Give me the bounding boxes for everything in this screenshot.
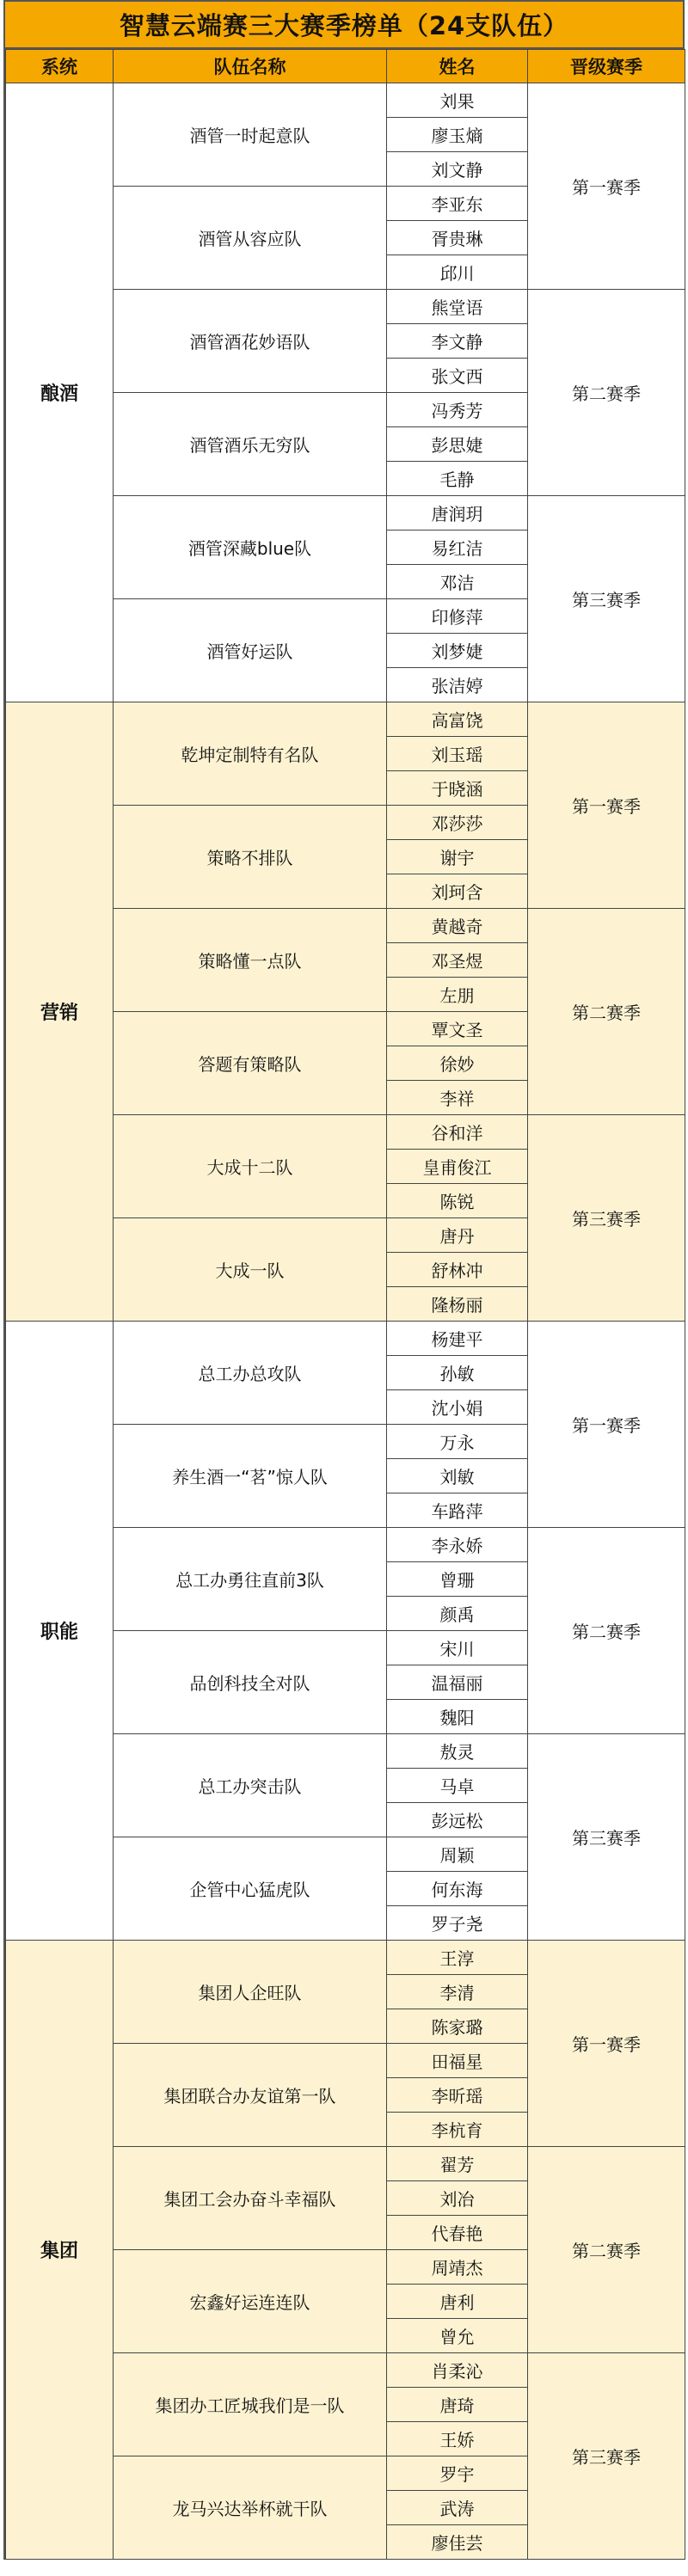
member-name-cell: 李昕瑶	[387, 2078, 528, 2113]
member-name-cell: 王娇	[387, 2422, 528, 2456]
member-name-cell: 谢宇	[387, 840, 528, 874]
member-name-cell: 唐利	[387, 2285, 528, 2319]
member-name-cell: 孙敏	[387, 1356, 528, 1390]
team-name-cell: 宏鑫好运连连队	[114, 2250, 387, 2353]
member-name-cell: 温福丽	[387, 1665, 528, 1700]
table-row	[6, 83, 685, 118]
member-name-cell: 颜禹	[387, 1597, 528, 1631]
member-name-cell: 印修萍	[387, 599, 528, 634]
member-name-cell: 刘敏	[387, 1459, 528, 1493]
member-name-cell: 张洁婷	[387, 668, 528, 702]
member-name-cell: 敖灵	[387, 1734, 528, 1769]
member-name-cell: 罗宇	[387, 2456, 528, 2491]
member-name-cell: 张文西	[387, 359, 528, 393]
member-name-cell: 何东海	[387, 1872, 528, 1906]
member-name-cell: 刘冶	[387, 2181, 528, 2216]
team-name-cell: 养生酒一“茗”惊人队	[114, 1425, 387, 1528]
member-name-cell: 李杭育	[387, 2113, 528, 2147]
member-name-cell: 李清	[387, 1975, 528, 2009]
team-name-cell: 答题有策略队	[114, 1012, 387, 1115]
team-name-cell: 酒管深藏blue队	[114, 496, 387, 599]
member-name-cell: 刘珂含	[387, 874, 528, 909]
member-name-cell: 隆杨丽	[387, 1287, 528, 1322]
team-name-cell: 集团办工匠城我们是一队	[114, 2353, 387, 2456]
season-cell: 第三赛季	[528, 1115, 685, 1322]
member-name-cell: 毛静	[387, 462, 528, 496]
member-name-cell: 李亚东	[387, 187, 528, 221]
member-name-cell: 杨建平	[387, 1322, 528, 1356]
team-name-cell: 集团人企旺队	[114, 1941, 387, 2044]
team-name-cell: 总工办总攻队	[114, 1322, 387, 1425]
season-cell: 第三赛季	[528, 1734, 685, 1941]
member-name-cell: 冯秀芳	[387, 393, 528, 427]
member-name-cell: 李永娇	[387, 1528, 528, 1562]
member-name-cell: 邓莎莎	[387, 806, 528, 840]
team-name-cell: 策略懂一点队	[114, 909, 387, 1012]
team-name-cell: 酒管酒花妙语队	[114, 290, 387, 393]
member-name-cell: 彭思婕	[387, 427, 528, 462]
member-name-cell: 易红洁	[387, 531, 528, 565]
team-name-cell: 企管中心猛虎队	[114, 1837, 387, 1941]
member-name-cell: 刘果	[387, 83, 528, 118]
member-name-cell: 唐润玥	[387, 496, 528, 531]
member-name-cell: 唐丹	[387, 1218, 528, 1253]
system-cell: 集团	[6, 1941, 114, 2560]
member-name-cell: 代春艳	[387, 2216, 528, 2250]
member-name-cell: 车路萍	[387, 1493, 528, 1528]
member-name-cell: 刘梦婕	[387, 634, 528, 668]
table-row	[6, 1322, 685, 1356]
member-name-cell: 周靖杰	[387, 2250, 528, 2285]
team-name-cell: 总工办勇往直前3队	[114, 1528, 387, 1631]
team-name-cell: 大成一队	[114, 1218, 387, 1322]
member-name-cell: 谷和洋	[387, 1115, 528, 1150]
season-cell: 第二赛季	[528, 1528, 685, 1734]
season-cell: 第三赛季	[528, 2353, 685, 2560]
header-system: 系统	[6, 50, 114, 83]
member-name-cell: 邱川	[387, 255, 528, 290]
member-name-cell: 曾珊	[387, 1562, 528, 1597]
ranking-table	[5, 49, 685, 2560]
member-name-cell: 舒林冲	[387, 1253, 528, 1287]
system-cell: 酿酒	[6, 83, 114, 702]
system-cell: 营销	[6, 702, 114, 1322]
header-season: 晋级赛季	[528, 50, 685, 83]
member-name-cell: 王淳	[387, 1941, 528, 1975]
member-name-cell: 肖柔沁	[387, 2353, 528, 2388]
team-name-cell: 策略不排队	[114, 806, 387, 909]
member-name-cell: 于晓涵	[387, 771, 528, 806]
member-name-cell: 徐妙	[387, 1046, 528, 1081]
team-name-cell: 品创科技全对队	[114, 1631, 387, 1734]
season-cell: 第一赛季	[528, 83, 685, 290]
season-cell: 第一赛季	[528, 1322, 685, 1528]
member-name-cell: 刘文静	[387, 152, 528, 187]
member-name-cell: 唐琦	[387, 2388, 528, 2422]
member-name-cell: 彭远松	[387, 1803, 528, 1837]
team-name-cell: 酒管一时起意队	[114, 83, 387, 187]
table-row	[6, 1941, 685, 1975]
team-name-cell: 酒管从容应队	[114, 187, 387, 290]
member-name-cell: 魏阳	[387, 1700, 528, 1734]
member-name-cell: 邓圣煜	[387, 943, 528, 978]
member-name-cell: 武涛	[387, 2491, 528, 2525]
team-name-cell: 乾坤定制特有名队	[114, 702, 387, 806]
header-members: 姓名	[387, 50, 528, 83]
member-name-cell: 马卓	[387, 1769, 528, 1803]
member-name-cell: 左朋	[387, 978, 528, 1012]
season-cell: 第三赛季	[528, 496, 685, 702]
table-body	[6, 83, 685, 2560]
team-name-cell: 集团联合办友谊第一队	[114, 2044, 387, 2147]
member-name-cell: 曾允	[387, 2319, 528, 2353]
member-name-cell: 廖佳芸	[387, 2525, 528, 2560]
member-name-cell: 万永	[387, 1425, 528, 1459]
member-name-cell: 邓洁	[387, 565, 528, 599]
member-name-cell: 廖玉熵	[387, 118, 528, 152]
header-team: 队伍名称	[114, 50, 387, 83]
member-name-cell: 陈家璐	[387, 2009, 528, 2044]
season-cell: 第二赛季	[528, 2147, 685, 2353]
member-name-cell: 沈小娟	[387, 1390, 528, 1425]
member-name-cell: 黄越奇	[387, 909, 528, 943]
team-name-cell: 集团工会办奋斗幸福队	[114, 2147, 387, 2250]
member-name-cell: 陈锐	[387, 1184, 528, 1218]
member-name-cell: 田福星	[387, 2044, 528, 2078]
member-name-cell: 皇甫俊江	[387, 1150, 528, 1184]
sheet-title: 智慧云端赛三大赛季榜单（24支队伍）	[5, 2, 685, 49]
team-name-cell: 大成十二队	[114, 1115, 387, 1218]
team-name-cell: 酒管好运队	[114, 599, 387, 702]
team-name-cell: 酒管酒乐无穷队	[114, 393, 387, 496]
member-name-cell: 覃文圣	[387, 1012, 528, 1046]
member-name-cell: 李祥	[387, 1081, 528, 1115]
ranking-sheet	[3, 0, 685, 2560]
team-name-cell: 总工办突击队	[114, 1734, 387, 1837]
member-name-cell: 熊堂语	[387, 290, 528, 324]
season-cell: 第二赛季	[528, 290, 685, 496]
team-name-cell: 龙马兴达举杯就干队	[114, 2456, 387, 2560]
system-cell: 职能	[6, 1322, 114, 1941]
member-name-cell: 高富饶	[387, 702, 528, 737]
member-name-cell: 周颖	[387, 1837, 528, 1872]
season-cell: 第二赛季	[528, 909, 685, 1115]
season-cell: 第一赛季	[528, 1941, 685, 2147]
member-name-cell: 罗子尧	[387, 1906, 528, 1941]
season-cell: 第一赛季	[528, 702, 685, 909]
member-name-cell: 李文静	[387, 324, 528, 359]
table-row	[6, 702, 685, 737]
member-name-cell: 翟芳	[387, 2147, 528, 2181]
header-row	[6, 50, 685, 83]
member-name-cell: 胥贵琳	[387, 221, 528, 255]
member-name-cell: 刘玉瑶	[387, 737, 528, 771]
member-name-cell: 宋川	[387, 1631, 528, 1665]
